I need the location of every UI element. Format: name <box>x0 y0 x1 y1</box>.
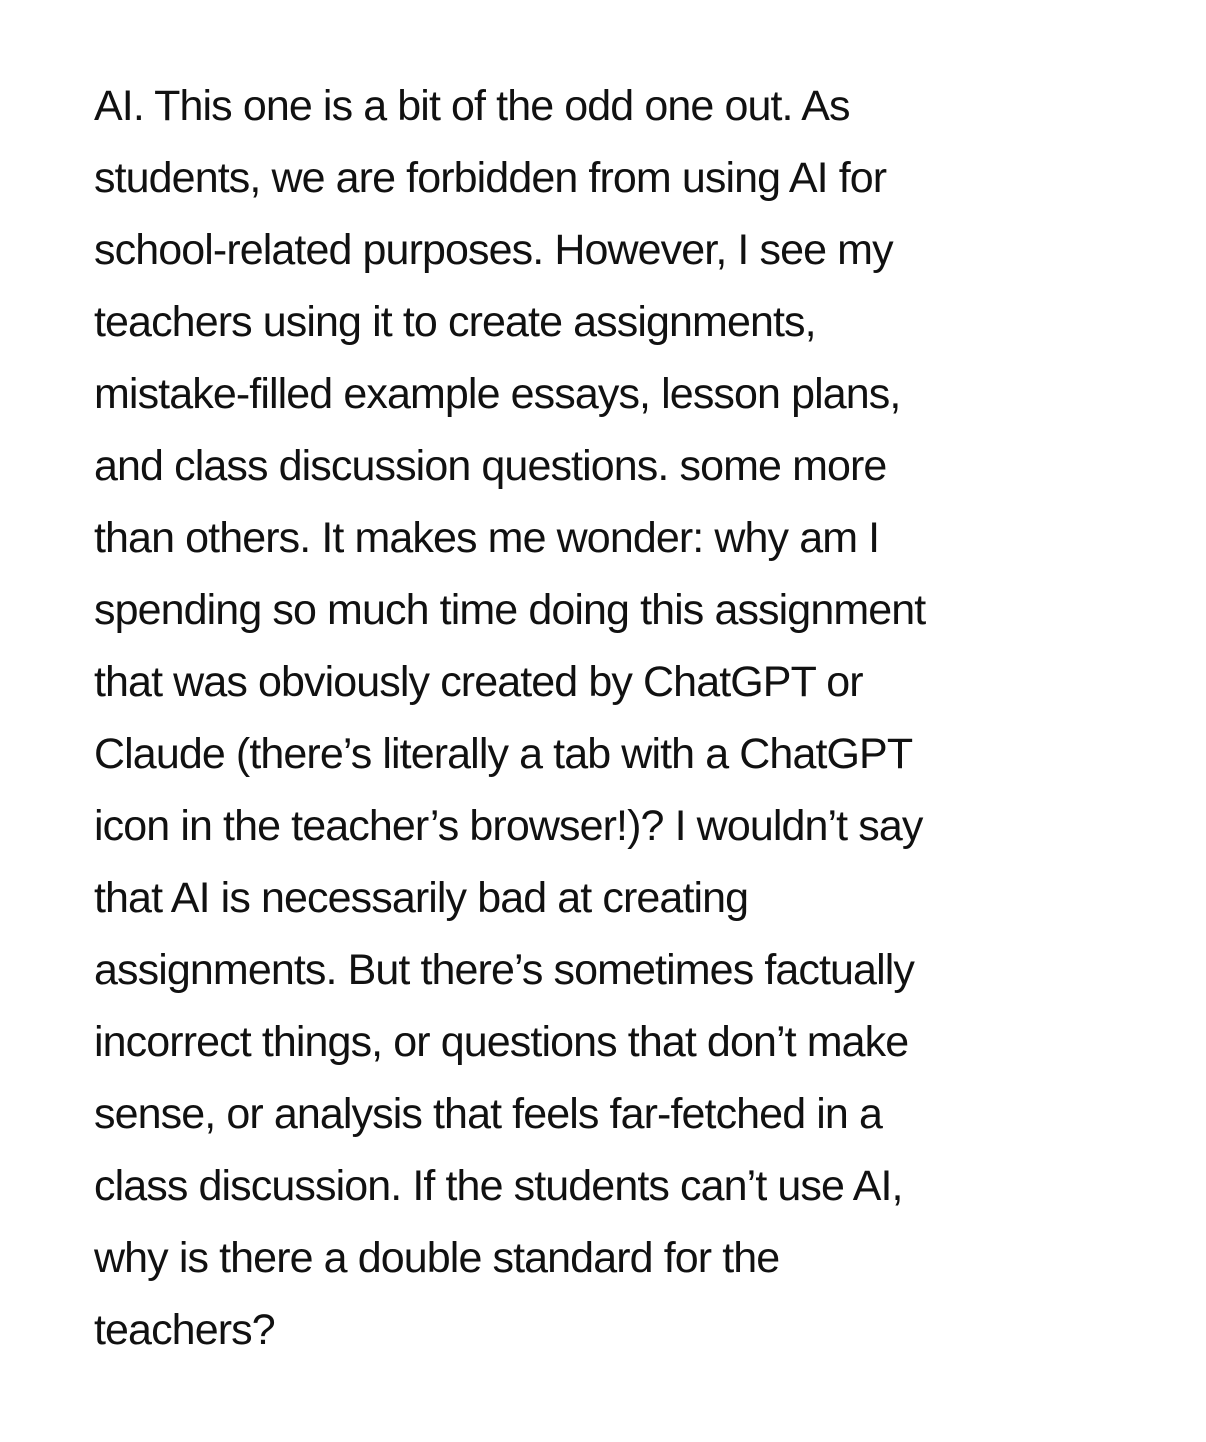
paragraph-line: teachers using it to create assignments, <box>94 298 816 346</box>
paragraph-line: Claude (there’s literally a tab with a ChatGPT <box>94 730 913 778</box>
article-paragraph <box>94 70 1134 1366</box>
paragraph-line: that was obviously created by ChatGPT or <box>94 658 863 706</box>
paragraph-line: that AI is necessarily bad at creating <box>94 874 749 922</box>
paragraph-line: school-related purposes. However, I see my <box>94 226 893 274</box>
paragraph-line: assignments. But there’s sometimes factually <box>94 946 914 994</box>
paragraph-line: incorrect things, or questions that don’t make <box>94 1018 909 1066</box>
paragraph-line: mistake-filled example essays, lesson plans, <box>94 370 901 418</box>
paragraph-line: class discussion. If the students can’t use AI, <box>94 1162 903 1210</box>
paragraph-line: than others. It makes me wonder: why am I <box>94 514 880 562</box>
paragraph-line: AI. This one is a bit of the odd one out. As <box>94 82 850 130</box>
paragraph-line: sense, or analysis that feels far-fetched in a <box>94 1090 882 1138</box>
paragraph-line: why is there a double standard for the <box>94 1234 780 1282</box>
paragraph-line: spending so much time doing this assignment <box>94 586 926 634</box>
paragraph-line: students, we are forbidden from using AI for <box>94 154 887 202</box>
paragraph-line: and class discussion questions. some more <box>94 442 887 490</box>
paragraph-line: teachers? <box>94 1306 275 1354</box>
paragraph-line: icon in the teacher’s browser!)? I wouldn’t say <box>94 802 923 850</box>
